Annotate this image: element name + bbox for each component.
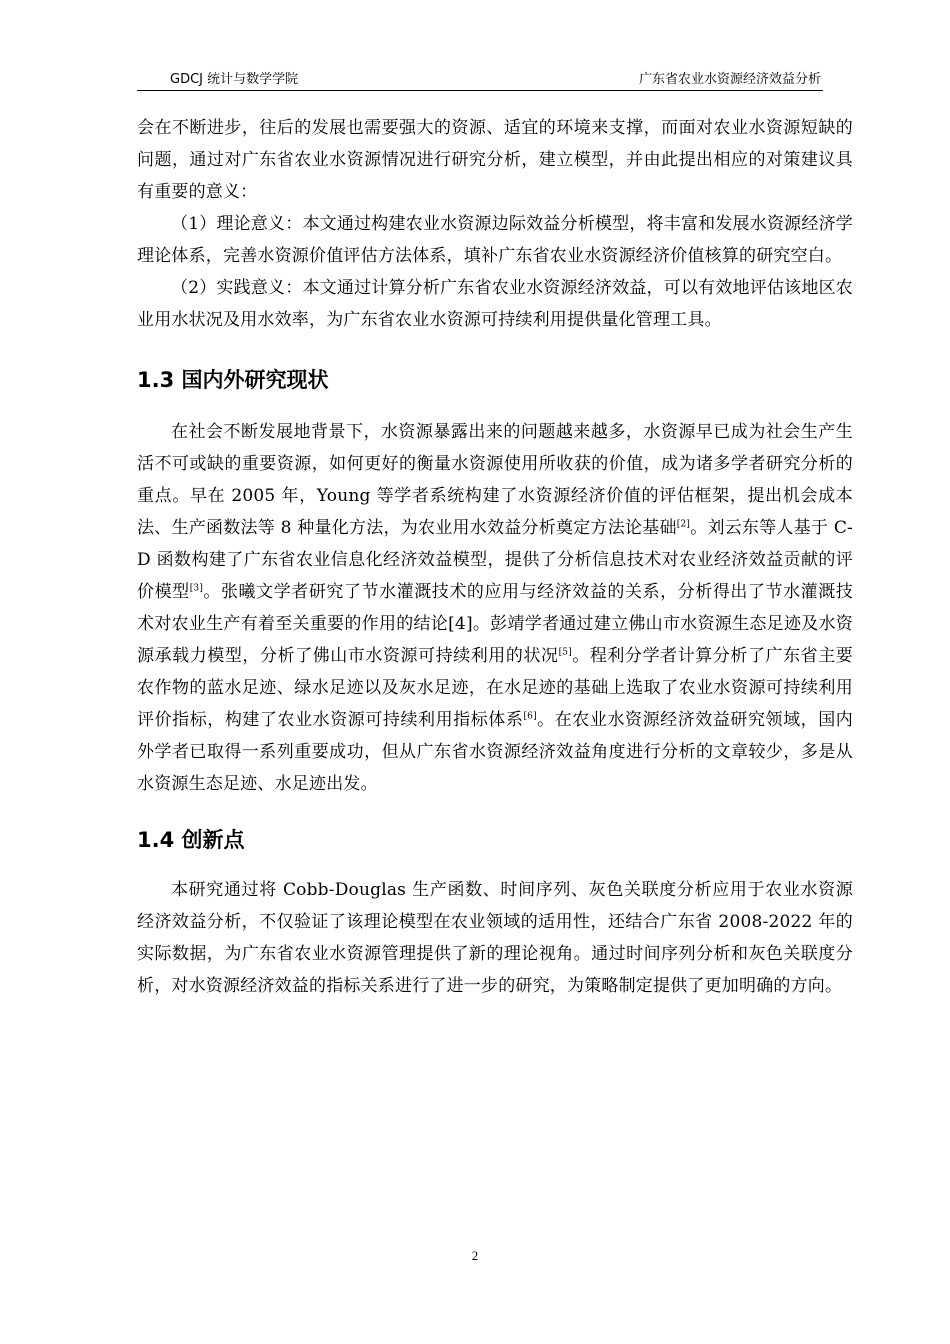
text-segment: 。刘云东等人基于 C-D 函数构建了广东省农业信息化经济效益模型，提供了分析信息技术对农业经济效益贡献的评价模型	[137, 518, 853, 602]
citation-ref: [2]	[676, 519, 691, 530]
header-thesis-title: 广东省农业水资源经济效益分析	[638, 72, 821, 87]
text-segment: 在社会不断发展地背景下，水资源暴露出来的问题越来越多，水资源早已成为社会生产生活不可或缺的重要资源，如何更好的衡量水资源使用所收获的价值，成为诸多学者研究分析的重点。早在 2005 年，Young 等学者系统构建了水资源经济价值的评估框架，提出机会成本法、生产函数法等 8 种量化方法，为农业用水效益分析奠定方法论基础	[137, 422, 853, 538]
text-segment: 。在农业水资源经济效益研究领域，国内外学者已取得一系列重要成功，但从广东省水资源经济效益角度进行分析的文章较少，多是从水资源生态足迹、水足迹出发。	[137, 710, 853, 794]
theory-significance-paragraph: （1）理论意义：本文通过构建农业水资源边际效益分析模型，将丰富和发展水资源经济学理论体系，完善水资源价值评估方法体系，填补广东省农业水资源经济价值核算的研究空白。	[137, 214, 853, 266]
section-heading-innovation: 1.4 创新点	[137, 828, 245, 852]
text-segment: 。程利分学者计算分析了广东省主要农作物的蓝水足迹、绿水足迹以及灰水足迹，在水足迹的基础上选取了农业水资源可持续利用评价指标，构建了农业水资源可持续利用指标体系	[137, 646, 853, 730]
page-number: 2	[471, 1248, 479, 1263]
header-school: GDCJ 统计与数学学院	[170, 72, 299, 87]
innovation-paragraph: 本研究通过将 Cobb-Douglas 生产函数、时间序列、灰色关联度分析应用于农业水资源经济效益分析，不仅验证了该理论模型在农业领域的适用性，还结合广东省 2008-2022 年的实际数据，为广东省农业水资源管理提供了新的理论视角。通过时间序列分析和灰色关联度分析，对水资源经济效益的指标关系进行了进一步的研究，为策略制定提供了更加明确的方向。	[137, 880, 853, 996]
page-header	[137, 66, 823, 91]
citation-ref: [5]	[558, 647, 572, 658]
intro-paragraph: 会在不断进步，往后的发展也需要强大的资源、适宜的环境来支撑，而面对农业水资源短缺的问题，通过对广东省农业水资源情况进行研究分析，建立模型，并由此提出相应的对策建议具有重要的意义：	[137, 118, 853, 202]
text-segment: 。张曦文学者研究了节水灌溉技术的应用与经济效益的关系，分析得出了节水灌溉技术对农业生产有着至关重要的作用的结论[4]。彭靖学者通过建立佛山市水资源生态足迹及水资源承载力模型，分析了佛山市水资源可持续利用的状况	[137, 582, 853, 666]
citation-ref: [3]	[189, 583, 204, 594]
research-status-paragraph	[137, 416, 853, 800]
section-heading-research-status: 1.3 国内外研究现状	[137, 368, 329, 392]
citation-ref: [6]	[523, 711, 537, 722]
page-body	[137, 112, 853, 1002]
practice-significance-paragraph: （2）实践意义：本文通过计算分析广东省农业水资源经济效益，可以有效地评估该地区农业用水状况及用水效率，为广东省农业水资源可持续利用提供量化管理工具。	[137, 278, 853, 330]
